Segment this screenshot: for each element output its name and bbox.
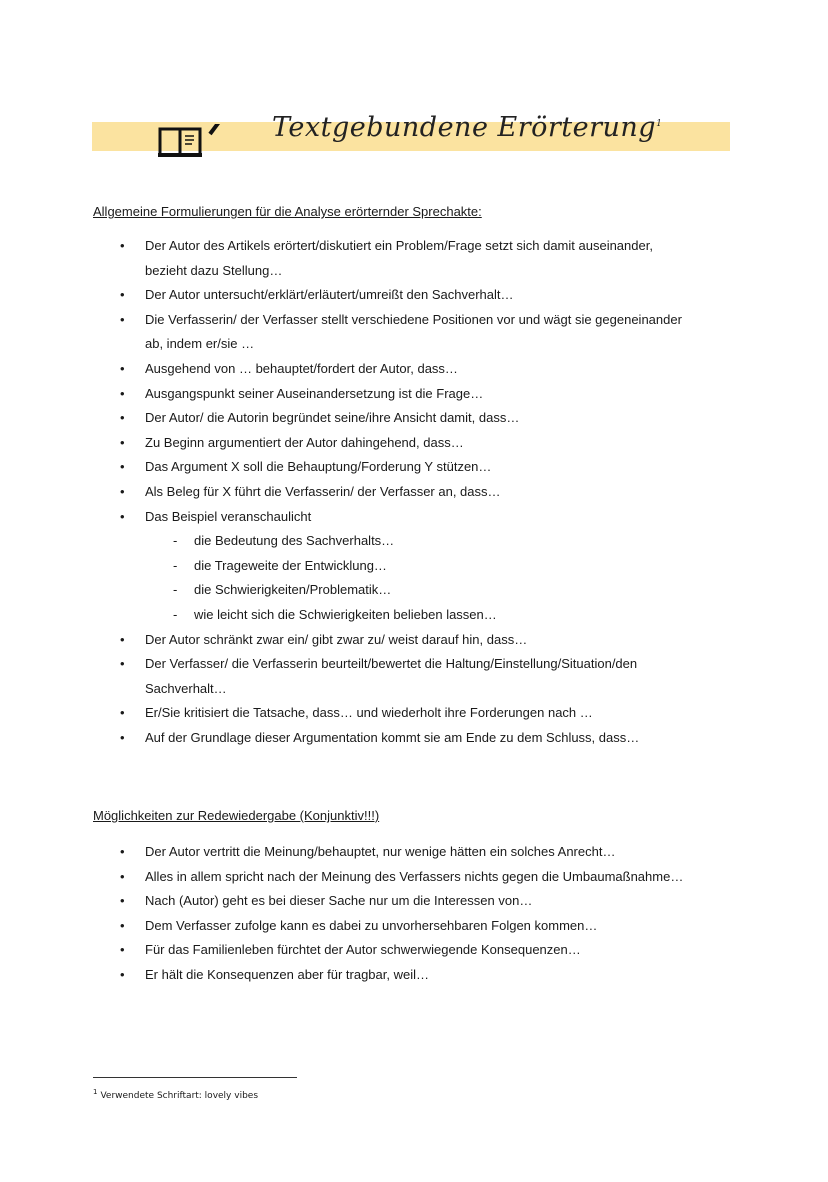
list-item: • Dem Verfasser zufolge kann es dabei zu unvorhersehbaren Folgen kommen… — [0, 914, 760, 939]
page-title: Textgebundene Erörterung$^1$ — [272, 112, 663, 143]
list-item: • Nach (Autor) geht es bei dieser Sache nur um die Interessen von… — [0, 889, 760, 914]
list-item: • Zu Beginn argumentiert der Autor dahingehend, dass… — [0, 431, 760, 456]
list-item: • Ausgangspunkt seiner Auseinandersetzung ist die Frage… — [0, 382, 760, 407]
list-item: • Für das Familienleben fürchtet der Autor schwerwiegende Konsequenzen… — [0, 938, 760, 963]
list-item: • Der Verfasser/ die Verfasserin beurteilt/bewertet die Haltung/Einstellung/Situation/den — [0, 652, 760, 677]
sub-list-item: - die Schwierigkeiten/Problematik… — [0, 578, 760, 603]
list-item: • Der Autor schränkt zwar ein/ gibt zwar zu/ weist darauf hin, dass… — [0, 628, 760, 653]
section-heading: Möglichkeiten zur Redewiedergabe (Konjunktiv!!!) — [93, 808, 380, 823]
speech-reporting-list — [0, 840, 760, 988]
list-item-continuation: bezieht dazu Stellung… — [145, 262, 283, 278]
sub-list-item: - die Trageweite der Entwicklung… — [0, 554, 760, 579]
list-item: • Der Autor untersucht/erklärt/erläutert/umreißt den Sachverhalt… — [0, 283, 760, 308]
list-item: • Die Verfasserin/ der Verfasser stellt verschiedene Positionen vor und wägt sie gegeneinander — [0, 308, 760, 333]
list-item: • Alles in allem spricht nach der Meinung des Verfassers nichts gegen die Umbaumaßnahme… — [0, 865, 760, 890]
list-item: • Der Autor/ die Autorin begründet seine/ihre Ansicht damit, dass… — [0, 406, 760, 431]
list-item: • Das Beispiel veranschaulicht — [0, 505, 760, 530]
list-item: • Er hält die Konsequenzen aber für tragbar, weil… — [0, 963, 760, 988]
section-heading: Allgemeine Formulierungen für die Analyse erörternder Sprechakte: — [93, 204, 482, 219]
footnote: $^1$ Verwendete Schriftart: lovely vibes — [93, 1088, 259, 1101]
formulation-list — [0, 234, 760, 750]
list-item: • Das Argument X soll die Behauptung/Forderung Y stützen… — [0, 455, 760, 480]
book-pencil-icon — [158, 124, 238, 160]
list-item: • Auf der Grundlage dieser Argumentation kommt sie am Ende zu dem Schluss, dass… — [0, 726, 760, 751]
sub-list-item: - wie leicht sich die Schwierigkeiten belieben lassen… — [0, 603, 760, 628]
sub-list-item: - die Bedeutung des Sachverhalts… — [0, 529, 760, 554]
footnote-divider — [93, 1077, 297, 1078]
list-item-continuation: Sachverhalt… — [145, 680, 227, 696]
list-item: • Ausgehend von … behauptet/fordert der Autor, dass… — [0, 357, 760, 382]
list-item: • Der Autor des Artikels erörtert/diskutiert ein Problem/Frage setzt sich damit auseinander, — [0, 234, 760, 259]
list-item: • Der Autor vertritt die Meinung/behauptet, nur wenige hätten ein solches Anrecht… — [0, 840, 760, 865]
list-item: • Als Beleg für X führt die Verfasserin/ der Verfasser an, dass… — [0, 480, 760, 505]
list-item: • Er/Sie kritisiert die Tatsache, dass… und wiederholt ihre Forderungen nach … — [0, 701, 760, 726]
list-item-continuation: ab, indem er/sie … — [145, 336, 255, 352]
